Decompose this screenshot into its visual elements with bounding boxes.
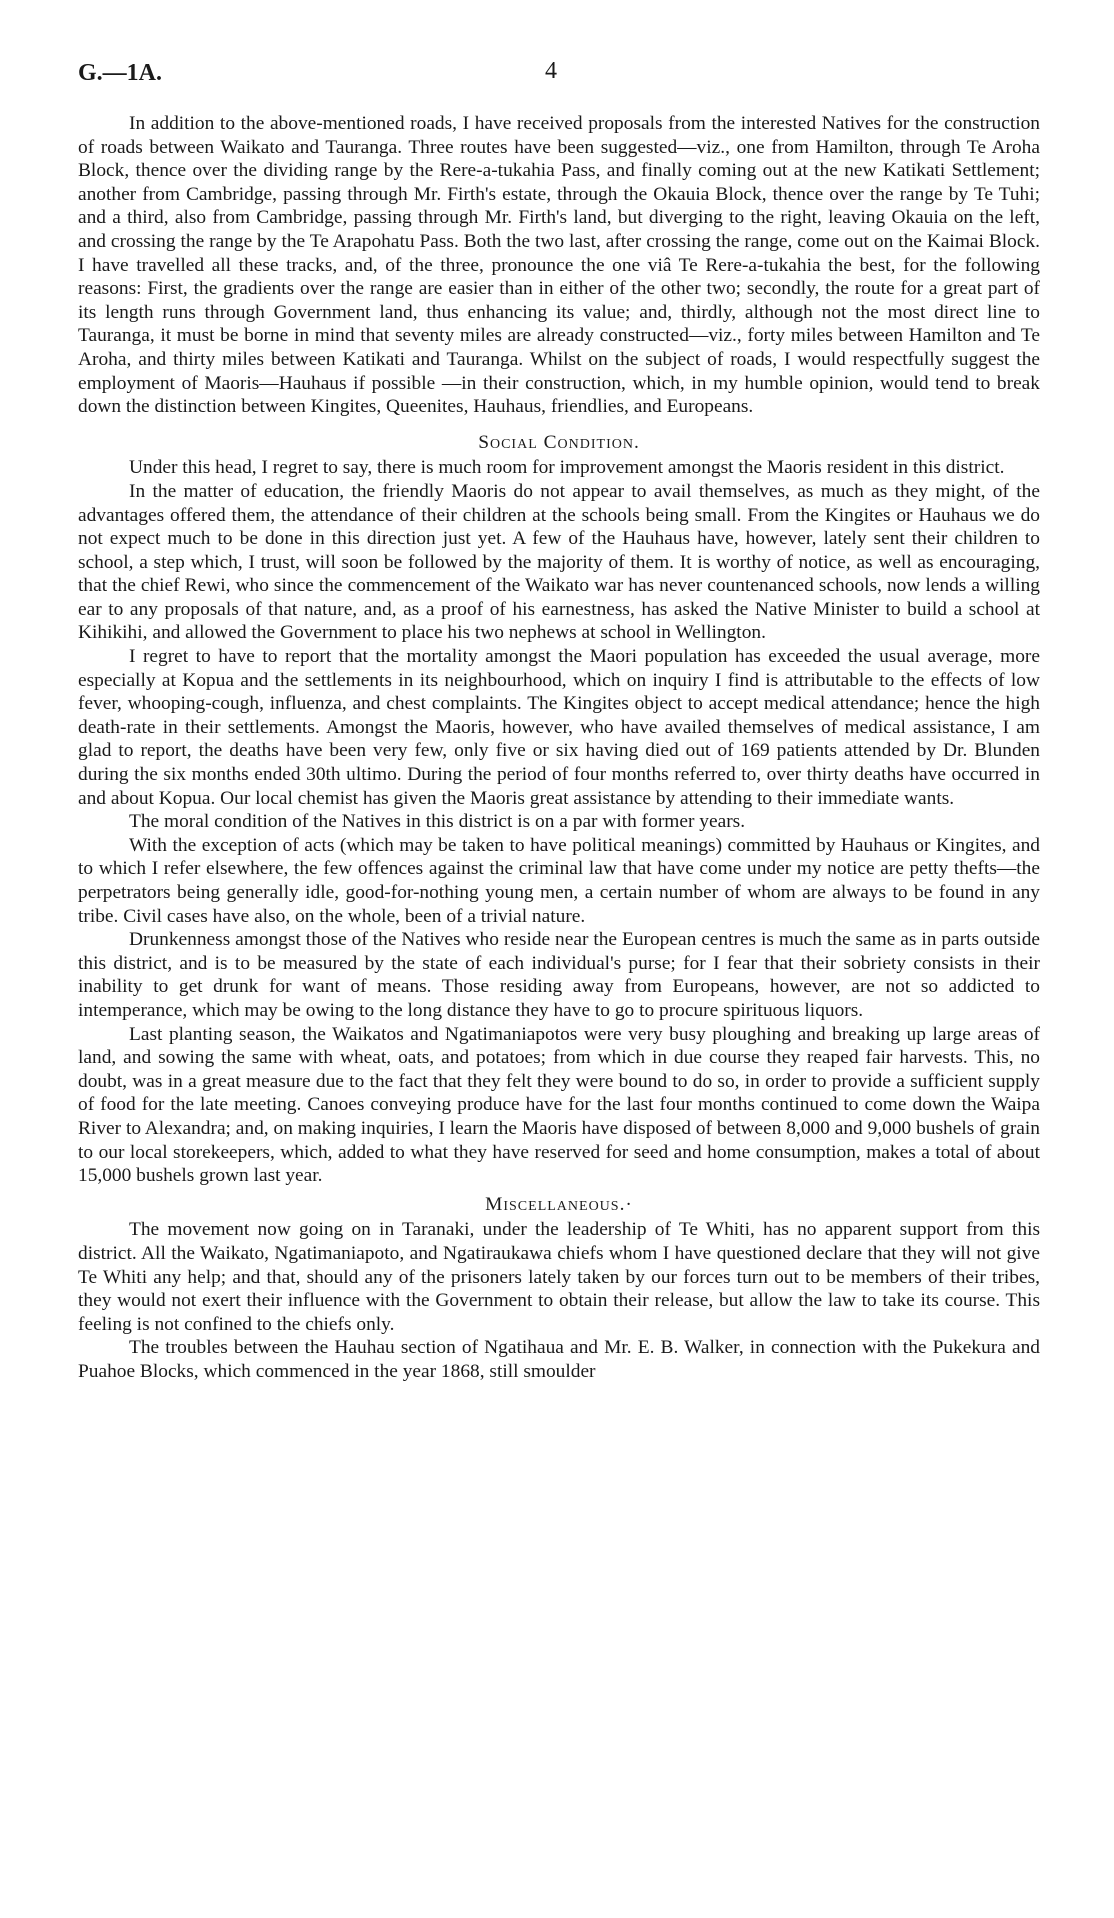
paragraph-social-4: The moral condition of the Natives in this district is on a par with former years. <box>129 811 746 833</box>
paragraph-social-3: I regret to have to report that the mortality amongst the Maori population has exceeded the usual average, more especially at Kopua and the settlements in its neighbourhood, which on inquiry I find is attributable to the effects of low fever, whooping-cough, influenza, and chest complaints. The Kingites object to accept medical attendance; hence the high death-rate in their settlements. Amongst the Maoris, however, who have availed themselves of medical assistance, I am glad to report, the deaths have been very few, only five or six having died out of 169 patients attended by Dr. Blunden during the six months ended 30th ultimo. During the period of four months referred to, over thirty deaths have occurred in and about Kopua. Our local chemist has given the Maoris great assistance by attending to their immediate wants. <box>78 646 1040 809</box>
section-heading-social-condition: Social Condition. <box>478 431 640 453</box>
paragraph-roads: In addition to the above-mentioned roads, I have received proposals from the interested Natives for the construction of roads between Waikato and Tauranga. Three routes have been suggested—viz., one from Hamilton, through Te Aroha Block, thence over the dividing range by the Rere-a-tukahia Pass, and finally coming out at the new Katikati Settlement; another from Cambridge, passing through Mr. Firth's estate, through the Okauia Block, thence over the range by Te Tuhi; and a third, also from Cambridge, passing through Mr. Firth's land, but diverging to the right, leaving Okauia on the left, and crossing the range by the Te Arapohatu Pass. Both the two last, after crossing the range, come out on the Kaimai Block. I have travelled all these tracks, and, of the three, pronounce the one viâ Te Rere-a-tukahia the best, for the following reasons: First, the gradients over the range are easier than in either of the other two; secondly, the route for a great part of its length runs through Government land, thus enhancing its value; and, thirdly, although not the most direct line to Tauranga, it must be borne in mind that seventy miles are already constructed—viz., forty miles between Hamilton and Te Aroha, and thirty miles between Katikati and Tauranga. Whilst on the subject of roads, I would respectfully suggest the employment of Maoris—Hauhaus if possible —in their construction, which, in my humble opinion, would tend to break down the distinction between Kingites, Queenites, Hauhaus, friendlies, and Europeans. <box>78 113 1040 418</box>
paragraph-social-6: Drunkenness amongst those of the Natives who reside near the European centres is much the same as in parts outside this district, and is to be measured by the state of each individual's purse; for I fear that their sobriety consists in their inability to get drunk for want of means. Those residing away from Europeans, however, are not so addicted to intemperance, which may be owing to the long distance they have to go to procure spirituous liquors. <box>78 929 1040 1021</box>
paragraph-social-1: Under this head, I regret to say, there is much room for improvement amongst the Maoris resident in this district. <box>129 457 1005 479</box>
page-number: 4 <box>545 58 557 84</box>
section-heading-miscellaneous: Miscellaneous.· <box>485 1193 633 1215</box>
paragraph-misc-1: The movement now going on in Taranaki, under the leadership of Te Whiti, has no apparent support from this district. All the Waikato, Ngatimaniapoto, and Ngatiraukawa chiefs whom I have questioned declare that they will not give Te Whiti any help; and that, should any of the prisoners lately taken by our forces turn out to be members of their tribes, they would not exert their influence with the Government to obtain their release, but allow the law to take its course. This feeling is not confined to the chiefs only. <box>78 1219 1040 1335</box>
document-reference: G.—1A. <box>78 60 162 86</box>
paragraph-social-7: Last planting season, the Waikatos and Ngatimaniapotos were very busy ploughing and breaking up large areas of land, and sowing the same with wheat, oats, and potatoes; from which in due course they reaped fair harvests. This, no doubt, was in a great measure due to the fact that they felt they were bound to do so, in order to provide a sufficient supply of food for the late meeting. Canoes conveying produce have for the last four months continued to come down the Waipa River to Alexandra; and, on making inquiries, I learn the Maoris have disposed of between 8,000 and 9,000 bushels of grain to our local storekeepers, which, added to what they have reserved for seed and home consumption, makes a total of about 15,000 bushels grown last year. <box>78 1023 1040 1187</box>
paragraph-social-2: In the matter of education, the friendly Maoris do not appear to avail themselves, as much as they might, of the advantages offered them, the attendance of their children at the schools being small. From the Kingites or Hauhaus we do not expect much to be done in this direction just yet. A few of the Hauhaus have, however, lately sent their children to school, a step which, I trust, will soon be followed by the majority of them. It is worthy of notice, as well as encouraging, that the chief Rewi, who since the commencement of the Waikato war has never countenanced schools, now lends a willing ear to any proposals of that nature, and, as a proof of his earnestness, has asked the Native Minister to build a school at Kihikihi, and allowed the Government to place his two nephews at school in Wellington. <box>78 480 1040 644</box>
document-body <box>78 112 1040 1383</box>
paragraph-misc-2: The troubles between the Hauhau section of Ngatihaua and Mr. E. B. Walker, in connection with the Pukekura and Puahoe Blocks, which commenced in the year 1868, still smoulder <box>78 1337 1040 1382</box>
paragraph-social-5: With the exception of acts (which may be taken to have political meanings) committed by Hauhaus or Kingites, and to which I refer elsewhere, the few offences against the criminal law that have come under my notice are petty thefts—the perpetrators being generally idle, good-for-nothing young men, a certain number of whom are always to be found in any tribe. Civil cases have also, on the whole, been of a trivial nature. <box>78 834 1040 927</box>
